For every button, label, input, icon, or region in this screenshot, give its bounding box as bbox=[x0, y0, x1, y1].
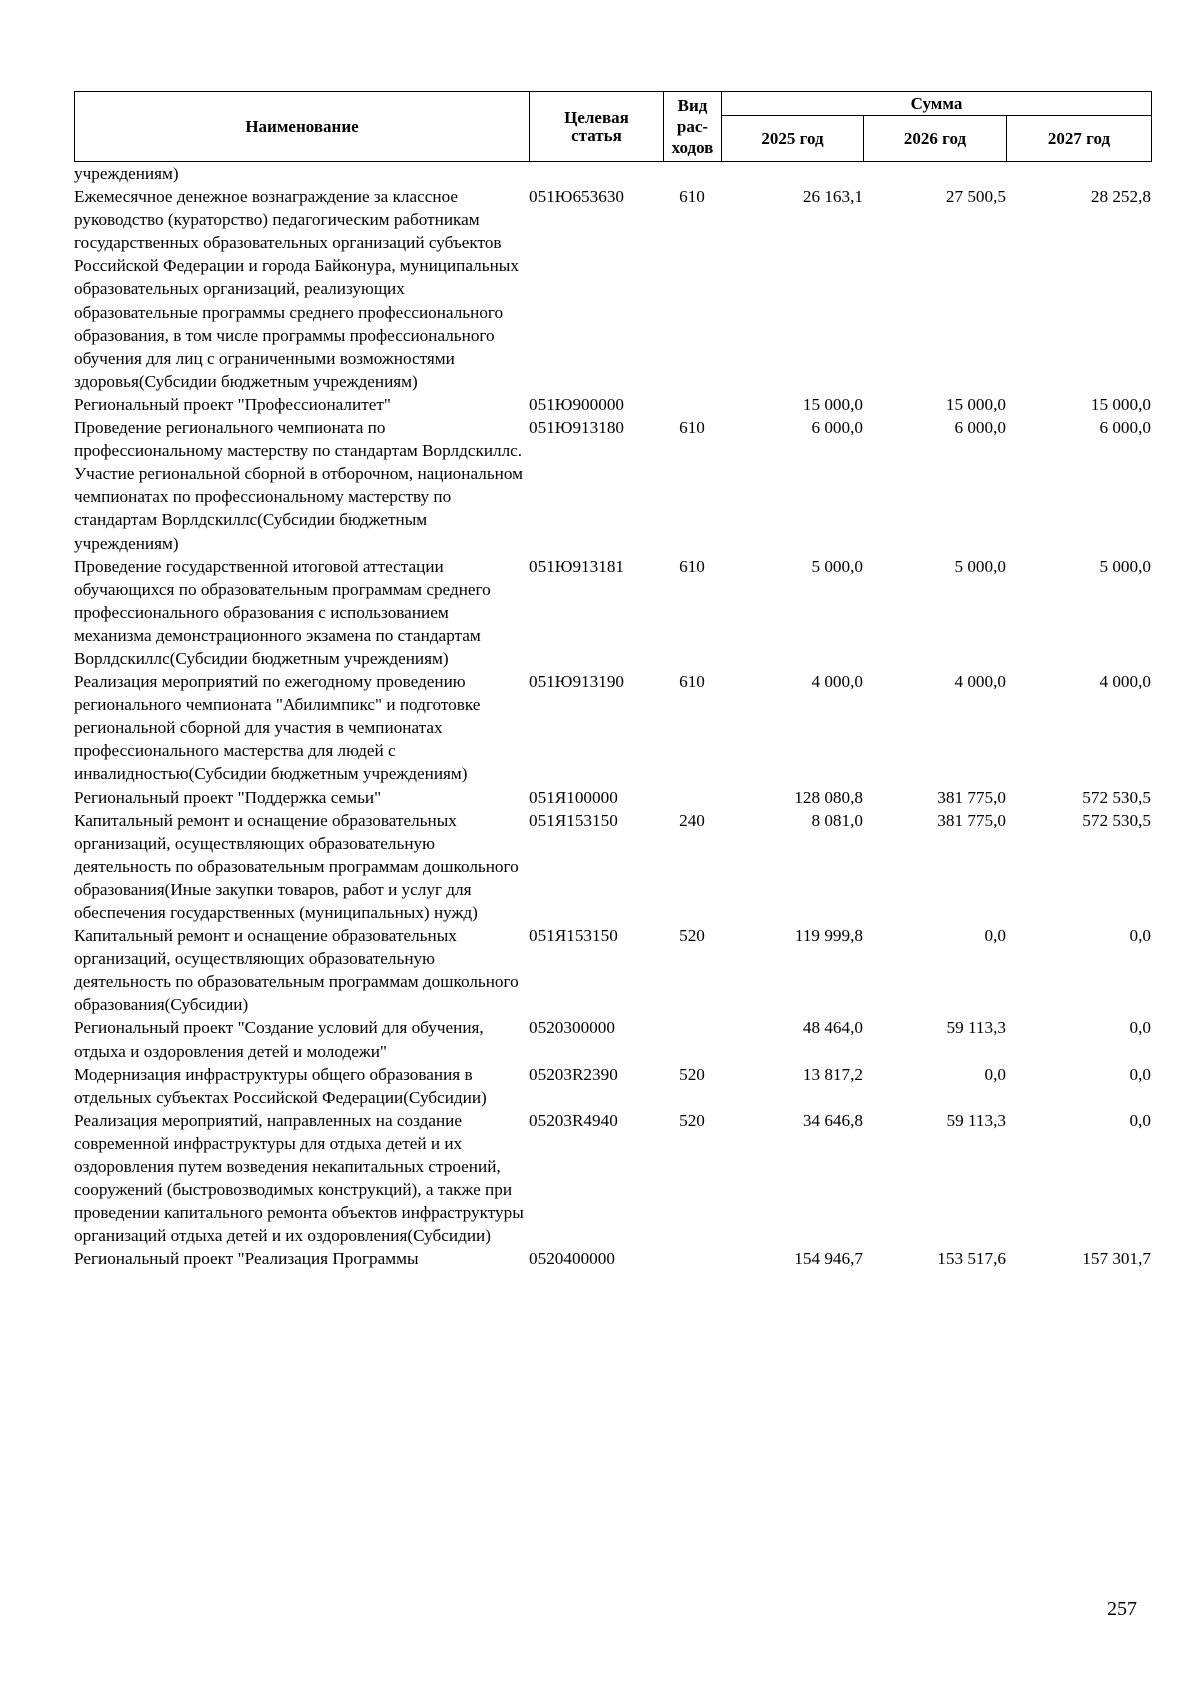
cell-code: 051Ю900000 bbox=[529, 394, 625, 414]
table-row bbox=[74, 670, 1151, 785]
cell-v2025: 119 999,8 bbox=[794, 926, 863, 946]
cell-v2025: 4 000,0 bbox=[811, 672, 863, 692]
cell-kind bbox=[663, 393, 721, 416]
cell-v2025: 8 081,0 bbox=[811, 810, 863, 830]
header-2025: 2025 год bbox=[722, 116, 864, 162]
cell-name: Капитальный ремонт и оснащение образовательных организаций, осуществляющих образовательную деятельность по образовательным программам дошкольного образования(Иные закупки товаров, работ и услуг для обеспечения государственных (муниципальных) нужд) bbox=[74, 810, 519, 922]
cell-name: Региональный проект "Профессионалитет" bbox=[74, 394, 391, 414]
cell-v2027: 0,0 bbox=[1129, 926, 1151, 946]
page-number: 257 bbox=[1107, 1598, 1137, 1620]
cell-name: Региональный проект "Создание условий для обучения, отдыха и оздоровления детей и молодежи" bbox=[74, 1018, 484, 1061]
cell-v2025: 5 000,0 bbox=[811, 556, 863, 576]
cell-code: 05203R4940 bbox=[529, 1110, 618, 1130]
cell-v2027: 6 000,0 bbox=[1099, 418, 1151, 438]
cell-v2026: 15 000,0 bbox=[945, 394, 1006, 414]
table-row bbox=[74, 1247, 1151, 1270]
cell-name: Капитальный ремонт и оснащение образовательных организаций, осуществляющих образовательную деятельность по образовательным программам дошкольного образования(Субсидии) bbox=[74, 926, 519, 1015]
cell-kind bbox=[663, 786, 721, 809]
header-sum: Сумма bbox=[722, 92, 1152, 116]
cell-v2025: 128 080,8 bbox=[794, 787, 863, 807]
cell-v2027: 0,0 bbox=[1129, 1064, 1151, 1084]
cell-v2025: 154 946,7 bbox=[794, 1249, 863, 1269]
table-row bbox=[74, 185, 1151, 393]
table-row bbox=[74, 786, 1151, 809]
cell-name: Реализация мероприятий по ежегодному проведению регионального чемпионата "Абилимпикс" и подготовке региональной сборной для участия в чемпионатах профессионального мастерства для людей с инвалидностью(Субсидии бюджетным учреждениям) bbox=[74, 672, 481, 784]
table-row bbox=[74, 1109, 1151, 1248]
cell-code: 051Ю913180 bbox=[529, 418, 625, 438]
cell-v2027: 4 000,0 bbox=[1099, 672, 1151, 692]
cell-v2027: 0,0 bbox=[1129, 1110, 1151, 1130]
cell-v2026: 59 113,3 bbox=[946, 1018, 1006, 1038]
table-row bbox=[74, 809, 1151, 924]
cell-v2026: 5 000,0 bbox=[954, 556, 1006, 576]
cell-v2027: 0,0 bbox=[1129, 1018, 1151, 1038]
cell-name: Проведение государственной итоговой аттестации обучающихся по образовательным программам среднего профессионального образования с использованием механизма демонстрационного экзамена по стандартам Ворлдскиллс(Субсидии бюджетным учреждениям) bbox=[74, 556, 491, 668]
table-row bbox=[74, 555, 1151, 670]
cell-v2026: 4 000,0 bbox=[954, 672, 1006, 692]
cell-kind: 240 bbox=[679, 810, 705, 830]
cell-v2026: 381 775,0 bbox=[937, 787, 1006, 807]
header-2026: 2026 год bbox=[864, 116, 1007, 162]
cell-v2026 bbox=[863, 162, 1006, 185]
cell-v2025: 13 817,2 bbox=[802, 1064, 863, 1084]
cell-v2027: 5 000,0 bbox=[1099, 556, 1151, 576]
table-body bbox=[74, 162, 1151, 1271]
cell-code: 051Я153150 bbox=[529, 926, 618, 946]
cell-v2026: 153 517,6 bbox=[937, 1249, 1006, 1269]
cell-code: 051Ю913190 bbox=[529, 672, 625, 692]
cell-kind bbox=[663, 1247, 721, 1270]
cell-name: Реализация мероприятий, направленных на создание современной инфраструктуры для отдыха детей и их оздоровления путем возведения некапитальных строений, сооружений (быстровозводимых конструкций), а также при проведении капитального ремонта объектов инфраструктуры организаций отдыха детей и их оздоровления(Субсидии) bbox=[74, 1110, 524, 1246]
cell-v2027: 157 301,7 bbox=[1082, 1249, 1151, 1269]
cell-v2027: 28 252,8 bbox=[1090, 187, 1151, 207]
cell-name: Ежемесячное денежное вознаграждение за классное руководство (кураторство) педагогическим работникам государственных образовательных организаций субъектов Российской Федерации и города Байконура, муниципальных образовательных организаций, реализующих образовательные программы среднего профессионального образования, в том числе программы профессионального обучения для лиц с ограниченными возможностями здоровья(Субсидии бюджетным учреждениям) bbox=[74, 187, 519, 391]
cell-v2027: 15 000,0 bbox=[1090, 394, 1151, 414]
table-row bbox=[74, 393, 1151, 416]
table-row bbox=[74, 1016, 1151, 1062]
cell-name: Модернизация инфраструктуры общего образования в отдельных субъектах Российской Федерации(Субсидии) bbox=[74, 1064, 487, 1107]
cell-kind: 610 bbox=[679, 418, 705, 438]
cell-v2025: 48 464,0 bbox=[802, 1018, 863, 1038]
table-row bbox=[74, 924, 1151, 1016]
cell-kind: 610 bbox=[679, 672, 705, 692]
table-row bbox=[74, 416, 1151, 555]
cell-v2025 bbox=[721, 162, 863, 185]
budget-table bbox=[74, 91, 1151, 1271]
table-row bbox=[74, 1063, 1151, 1109]
cell-v2025: 26 163,1 bbox=[802, 187, 863, 207]
cell-code bbox=[529, 162, 663, 185]
cell-v2025: 15 000,0 bbox=[802, 394, 863, 414]
cell-name: Региональный проект "Реализация Программы bbox=[74, 1249, 419, 1269]
cell-code: 0520400000 bbox=[529, 1249, 615, 1269]
table-header bbox=[74, 91, 1152, 162]
cell-kind: 520 bbox=[679, 1110, 705, 1130]
cell-v2027: 572 530,5 bbox=[1082, 787, 1151, 807]
table-row bbox=[74, 162, 1151, 185]
header-name: Наименование bbox=[75, 92, 530, 162]
header-2027: 2027 год bbox=[1007, 116, 1152, 162]
cell-code: 051Ю913181 bbox=[529, 556, 625, 576]
cell-v2026: 381 775,0 bbox=[937, 810, 1006, 830]
cell-kind: 610 bbox=[679, 187, 705, 207]
header-kind: Вид рас-ходов bbox=[664, 92, 722, 162]
cell-kind bbox=[663, 1016, 721, 1062]
cell-v2026: 0,0 bbox=[984, 926, 1006, 946]
cell-name: учреждениям) bbox=[74, 164, 179, 183]
cell-kind: 520 bbox=[679, 1064, 705, 1084]
cell-name: Проведение регионального чемпионата по профессиональному мастерству по стандартам Ворлдскиллс. Участие региональной сборной в отборочном, национальном чемпионатах по профессиональному мастерству по стандартам Ворлдскиллс(Субсидии бюджетным учреждениям) bbox=[74, 418, 524, 553]
cell-code: 0520300000 bbox=[529, 1018, 615, 1038]
cell-name: Региональный проект "Поддержка семьи" bbox=[74, 787, 382, 807]
header-target: Целевая статья bbox=[530, 92, 664, 162]
cell-v2026: 59 113,3 bbox=[946, 1110, 1006, 1130]
cell-code: 051Я153150 bbox=[529, 810, 618, 830]
cell-v2025: 6 000,0 bbox=[811, 418, 863, 438]
cell-code: 05203R2390 bbox=[529, 1064, 618, 1084]
cell-kind: 610 bbox=[679, 556, 705, 576]
cell-code: 051Я100000 bbox=[529, 787, 618, 807]
cell-v2027 bbox=[1006, 162, 1151, 185]
cell-v2026: 6 000,0 bbox=[954, 418, 1006, 438]
cell-kind bbox=[663, 162, 721, 185]
cell-v2026: 0,0 bbox=[984, 1064, 1006, 1084]
cell-v2027: 572 530,5 bbox=[1082, 810, 1151, 830]
cell-v2026: 27 500,5 bbox=[945, 187, 1006, 207]
cell-code: 051Ю653630 bbox=[529, 187, 625, 207]
cell-kind: 520 bbox=[679, 926, 705, 946]
cell-v2025: 34 646,8 bbox=[802, 1110, 863, 1130]
